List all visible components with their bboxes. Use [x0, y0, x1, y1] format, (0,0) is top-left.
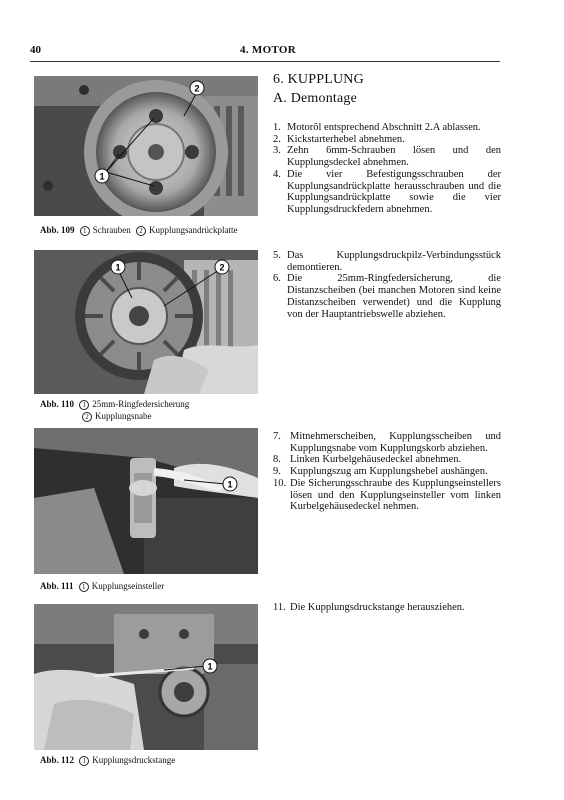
figure-111-photo — [34, 428, 258, 574]
step-number: 6. — [273, 273, 281, 285]
callout-2-fig109: 2 — [194, 83, 200, 94]
steps-block-1 — [273, 122, 501, 216]
steps-block-2 — [273, 250, 501, 320]
steps-block-4 — [273, 602, 501, 614]
step-text: Die 25mm-Ringfedersicherung, die Distanzscheiben (bei manchen Motoren sind keine Distanzscheiben verwendet) und die Kupplung von der Hauptantriebswelle abziehen. — [287, 273, 501, 320]
step-text: Die vier Befestigungsschrauben der Kupplungsandrückplatte herausschrauben und die Kupplungsandrückplatte sowie die vier Kupplungsdruckfedern abnehmen. — [287, 168, 501, 215]
callout-marker: 2 — [136, 226, 146, 236]
step-text: Kupplungszug am Kupplungshebel aushängen. — [290, 466, 488, 478]
part-name: Schrauben — [92, 225, 131, 235]
figure-112-photo — [34, 604, 258, 750]
figure-label: Abb. 112 — [40, 755, 75, 765]
chapter-title: 4. MOTOR — [240, 44, 296, 56]
step-item — [273, 169, 501, 216]
step-item — [273, 478, 501, 513]
callout-marker: 1 — [79, 756, 89, 766]
step-number: 3. — [273, 145, 281, 157]
step-item — [273, 134, 501, 146]
figure-label: Abb. 111 — [40, 581, 74, 591]
part-name: Kupplungsdruckstange — [92, 755, 176, 765]
step-text: Motoröl entsprechend Abschnitt 2.A ablassen. — [287, 122, 481, 133]
step-number: 9. — [273, 466, 281, 478]
step-text: Die Sicherungsschraube des Kupplungseinstellers lösen und den Kupplungseinsteller vom linken Kurbelgehäusedeckel nehmen. — [290, 477, 501, 513]
step-text: Die Kupplungsdruckstange herausziehen. — [290, 602, 465, 613]
step-item — [273, 122, 501, 134]
step-number: 4. — [273, 168, 281, 180]
callout-2-fig110: 2 — [219, 262, 225, 273]
step-number: 2. — [273, 133, 281, 145]
section-subtitle: A. Demontage — [273, 91, 358, 106]
step-item — [273, 145, 501, 168]
part-name: Kupplungsnabe — [95, 411, 152, 421]
step-text: Mitnehmerscheiben, Kupplungsscheiben und Kupplungsnabe vom Kupplungskorb abziehen. — [290, 431, 501, 454]
callout-marker: 2 — [82, 412, 92, 422]
step-number: 1. — [273, 122, 281, 133]
part-name: 25mm-Ringfedersicherung — [92, 399, 190, 409]
steps-block-3 — [273, 431, 501, 513]
page-header — [30, 44, 500, 62]
callout-1-fig110: 1 — [115, 262, 121, 273]
callout-1-fig112: 1 — [207, 661, 213, 672]
step-item — [273, 466, 501, 478]
step-number: 11. — [273, 602, 286, 613]
callout-marker: 1 — [79, 400, 89, 410]
step-text: Zehn 6mm-Schrauben lösen und den Kupplungsdeckel abnehmen. — [287, 145, 501, 169]
figure-label: Abb. 109 — [40, 225, 75, 235]
callout-marker: 1 — [79, 582, 89, 592]
figure-109-caption — [40, 224, 238, 236]
step-number: 10. — [273, 477, 287, 489]
section-title: 6. KUPPLUNG — [273, 72, 364, 87]
step-number: 7. — [273, 431, 281, 442]
callout-1-fig109: 1 — [99, 171, 105, 182]
part-name: Kupplungseinsteller — [91, 581, 165, 591]
step-text: Kickstarterhebel abnehmen. — [287, 133, 405, 145]
figure-112-caption — [40, 754, 175, 766]
step-number: 8. — [273, 454, 281, 466]
step-text: Das Kupplungsdruckpilz-Verbindungsstück demontieren. — [287, 250, 501, 273]
step-item — [273, 454, 501, 466]
step-item — [273, 273, 501, 320]
figure-111-caption — [40, 580, 164, 592]
step-item — [273, 602, 501, 614]
figure-label: Abb. 110 — [40, 399, 75, 409]
callout-1-fig111: 1 — [227, 479, 233, 490]
step-number: 5. — [273, 250, 281, 261]
callout-marker: 1 — [80, 226, 90, 236]
step-item — [273, 250, 501, 273]
step-text: Linken Kurbelgehäusedeckel abnehmen. — [290, 454, 462, 466]
figure-109-photo — [34, 76, 258, 216]
figure-110-photo — [34, 250, 258, 394]
page-number: 40 — [30, 44, 41, 56]
part-name: Kupplungsandrückplatte — [149, 225, 238, 235]
figure-110-caption — [40, 398, 189, 422]
step-item — [273, 431, 501, 454]
